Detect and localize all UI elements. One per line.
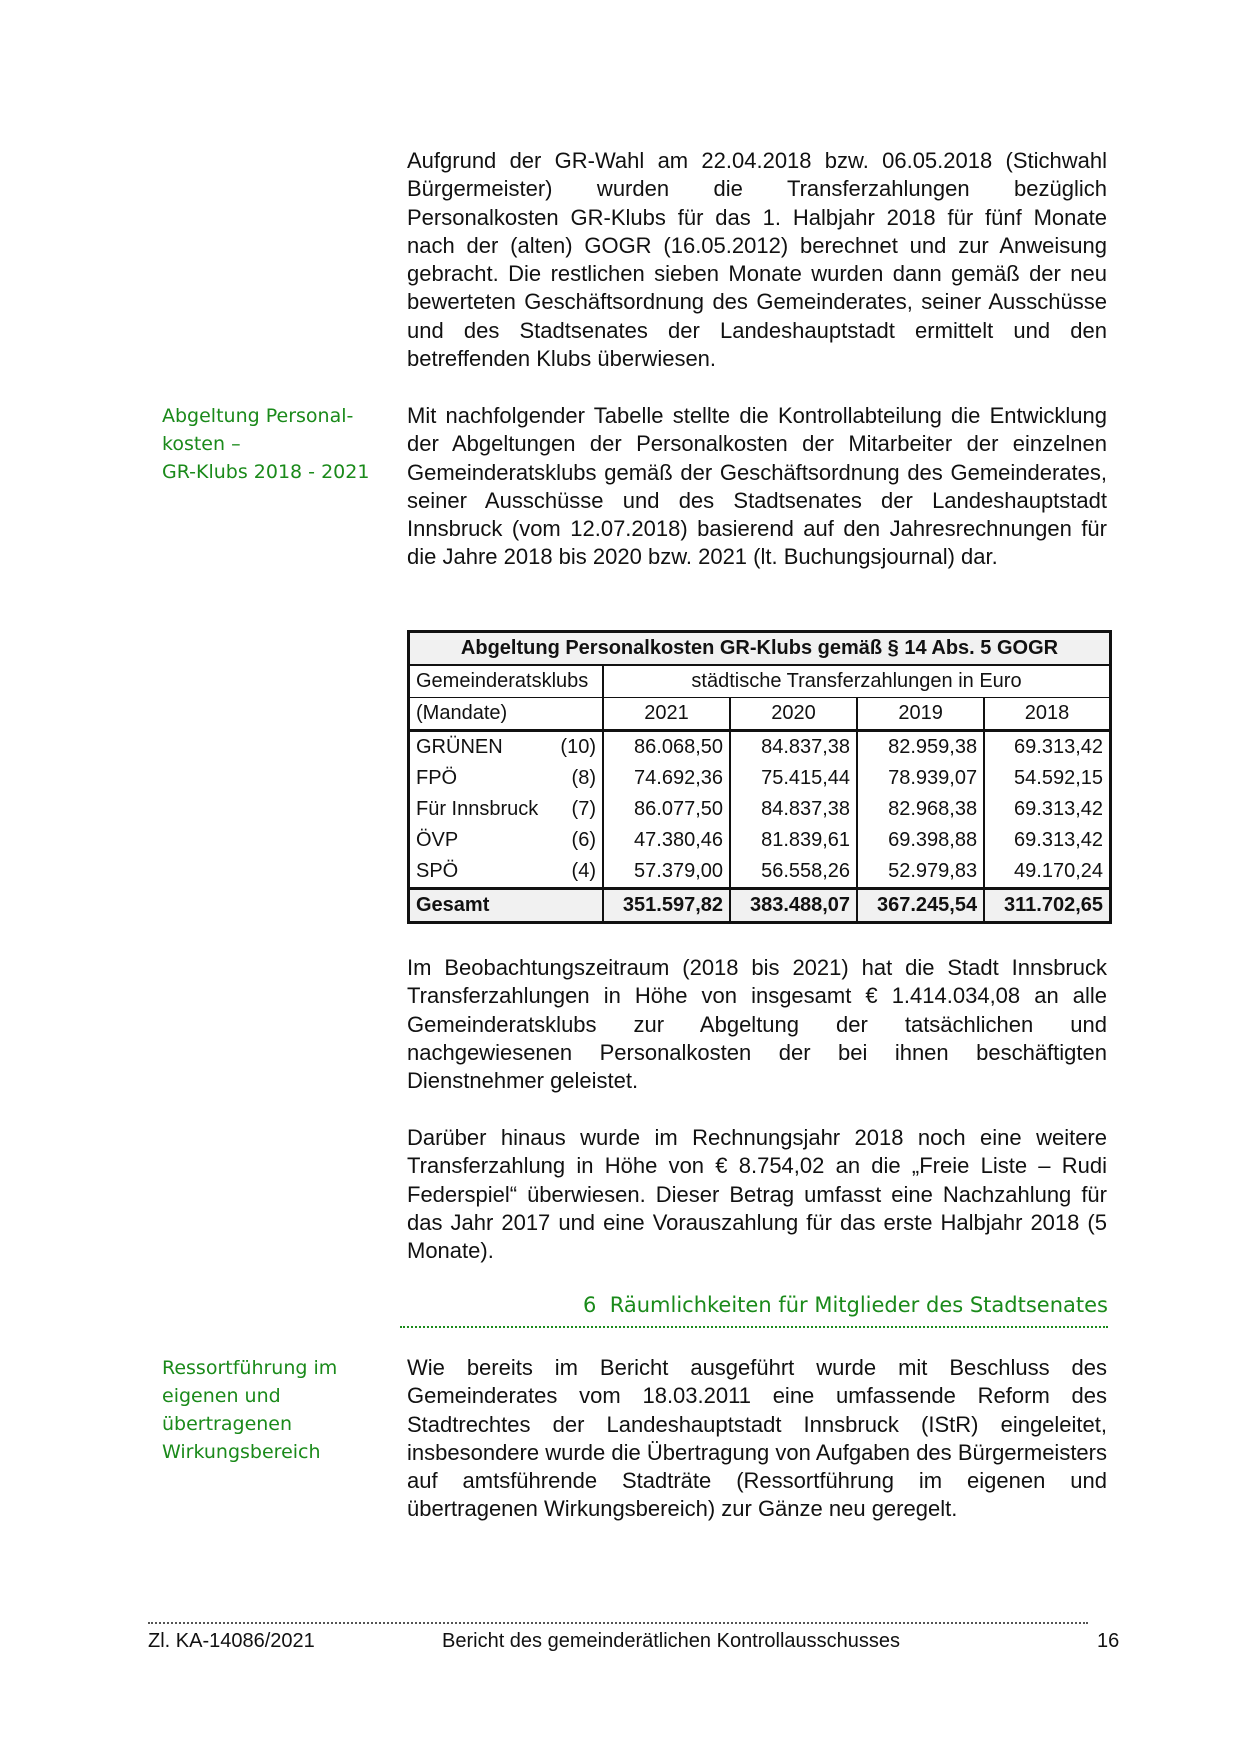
value-cell: 84.837,38 [730, 794, 857, 825]
paragraph-text: Im Beobachtungszeitraum (2018 bis 2021) hat die Stadt Innsbruck Transferzahlungen in Höhe von insgesamt € 1.414.034,08 an alle Gemeinderatsklubs zur Abgeltung der tatsächlichen und nachgewiesenen Personalkosten der bei ihnen beschäftigten Dienstnehmer geleistet. [407, 955, 1107, 1094]
margin-note-line: eigenen und [162, 1385, 281, 1407]
paragraph-tabelle-intro [407, 402, 1107, 572]
footer-title: Bericht des gemeinderätlichen Kontrollausschusses [442, 1630, 901, 1652]
value-cell: 69.398,88 [857, 825, 984, 856]
paragraph-text: Wie bereits im Bericht ausgeführt wurde mit Beschluss des Gemeinderates vom 18.03.2011 eine umfassende Reform des Stadtrechtes der Landeshauptstadt Innsbruck (IStR) eingeleitet, insbesondere wurde die Übertragung von Aufgaben des Bürgermeisters auf amtsführende Stadträte (Ressortführung im eigenen und übertragenen Wirkungsbereich) zur Gänze neu geregelt. [407, 1355, 1107, 1522]
mandate-count: (4) [571, 860, 596, 882]
margin-note-line: übertragenen [162, 1413, 293, 1435]
year-header: 2020 [730, 698, 857, 731]
paragraph-text: Aufgrund der GR-Wahl am 22.04.2018 bzw. 06.05.2018 (Stichwahl Bürgermeister) wurden die Transferzahlungen bezüglich Personalkosten GR-Klubs für das 1. Halbjahr 2018 für fünf Monate nach der (alten) GOGR (16.05.2012) berechnet und zur Anweisung gebracht. Die restlichen sieben Monate wurden dann gemäß der neu bewerteten Geschäftsordnung des Gemeinderates, seiner Ausschüsse und des Stadtsenates der Landeshauptstadt ermittelt und den betreffenden Klubs überwiesen. [407, 148, 1107, 372]
value-cell: 86.068,50 [603, 731, 730, 764]
value-cell: 69.313,42 [984, 794, 1110, 825]
paragraph-reform [407, 1354, 1107, 1524]
klub-name: Für Innsbruck [416, 798, 539, 820]
value-cell: 52.979,83 [857, 856, 984, 889]
total-cell: 383.488,07 [730, 889, 857, 923]
total-cell: 311.702,65 [984, 889, 1110, 923]
value-cell: 47.380,46 [603, 825, 730, 856]
table-row [409, 825, 1111, 856]
value-cell: 49.170,24 [984, 856, 1110, 889]
section-number: 6 [582, 1293, 597, 1317]
margin-note-abgeltung [162, 402, 392, 486]
value-cell: 69.313,42 [984, 825, 1110, 856]
paragraph-gr-wahl [407, 147, 1107, 373]
total-cell: 367.245,54 [857, 889, 984, 923]
mandate-count: (6) [571, 829, 596, 851]
value-cell: 82.968,38 [857, 794, 984, 825]
year-header: 2019 [857, 698, 984, 731]
total-cell: 351.597,82 [603, 889, 730, 923]
table-row [409, 731, 1111, 764]
value-cell: 74.692,36 [603, 763, 730, 794]
klub-name: ÖVP [416, 829, 459, 851]
value-cell: 54.592,15 [984, 763, 1110, 794]
margin-note-line: kosten – [162, 433, 241, 455]
margin-note-line: GR-Klubs 2018 - 2021 [162, 461, 370, 483]
total-label: Gesamt [409, 889, 604, 923]
klub-name: FPÖ [416, 767, 458, 789]
margin-note-line: Ressortführung im [162, 1357, 338, 1379]
table-title: Abgeltung Personalkosten GR-Klubs gemäß § 14 Abs. 5 GOGR [409, 632, 1111, 666]
margin-note-line: Abgeltung Personal- [162, 405, 354, 427]
value-cell: 81.839,61 [730, 825, 857, 856]
mandate-count: (10) [560, 736, 596, 758]
value-cell: 84.837,38 [730, 731, 857, 764]
margin-note-ressortfuehrung [162, 1354, 392, 1466]
page-number: 16 [1097, 1630, 1120, 1652]
value-cell: 57.379,00 [603, 856, 730, 889]
value-cell: 78.939,07 [857, 763, 984, 794]
section-title: Räumlichkeiten für Mitglieder des Stadtsenates [609, 1293, 1108, 1317]
value-cell: 86.077,50 [603, 794, 730, 825]
personalkosten-table [407, 630, 1112, 924]
paragraph-text: Mit nachfolgender Tabelle stellte die Kontrollabteilung die Entwicklung der Abgeltungen der Personalkosten der Mitarbeiter der einzelnen Gemeinderatsklubs gemäß der Geschäftsordnung des Gemeinderates, seiner Ausschüsse und des Stadtsenates der Landeshauptstadt Innsbruck (vom 12.07.2018) basierend auf den Jahresrechnungen für die Jahre 2018 bis 2020 bzw. 2021 (lt. Buchungsjournal) dar. [407, 403, 1107, 570]
klub-name: SPÖ [416, 860, 459, 882]
value-cell: 75.415,44 [730, 763, 857, 794]
footer-reference: Zl. KA-14086/2021 [148, 1630, 315, 1652]
table-row [409, 794, 1111, 825]
paragraph-text: Darüber hinaus wurde im Rechnungsjahr 2018 noch eine weitere Transferzahlung in Höhe von € 8.754,02 an die „Freie Liste – Rudi Federspiel“ überwiesen. Dieser Betrag umfasst eine Nachzahlung für das Jahr 2017 und eine Vorauszahlung für das erste Halbjahr 2018 (5 Monate). [407, 1125, 1107, 1264]
mandate-count: (7) [571, 798, 596, 820]
mandate-count: (8) [571, 767, 596, 789]
value-cell: 56.558,26 [730, 856, 857, 889]
year-header: 2021 [603, 698, 730, 731]
section-heading [400, 1290, 1108, 1328]
table-row [409, 856, 1111, 889]
col-header-klubs: Gemeinderatsklubs [409, 665, 604, 698]
margin-note-line: Wirkungsbereich [162, 1441, 321, 1463]
table-row [409, 763, 1111, 794]
value-cell: 69.313,42 [984, 731, 1110, 764]
footer-divider [148, 1622, 1088, 1624]
value-cell: 82.959,38 [857, 731, 984, 764]
paragraph-freie-liste [407, 1124, 1107, 1265]
table-total-row [409, 889, 1111, 923]
paragraph-beobachtungszeitraum [407, 954, 1107, 1095]
group-header: städtische Transferzahlungen in Euro [603, 665, 1111, 698]
col-header-mandate: (Mandate) [416, 702, 508, 724]
klub-name: GRÜNEN [416, 736, 503, 758]
year-header: 2018 [984, 698, 1110, 731]
